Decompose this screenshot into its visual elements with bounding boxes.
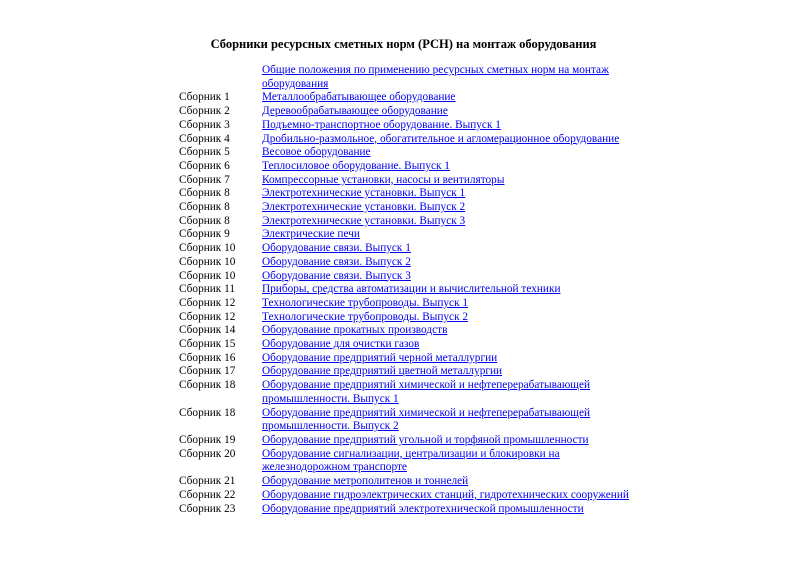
collection-link-text: Оборудование связи. Выпуск 2 (262, 255, 411, 268)
collection-link[interactable] (262, 64, 639, 91)
list-item (179, 187, 639, 201)
list-item (179, 174, 639, 188)
collection-number: Сборник 23 (179, 502, 236, 515)
collection-link-text: Общие положения по применению ресурсных сметных норм на монтаж (262, 64, 609, 76)
list-item (179, 215, 639, 229)
list-item (179, 489, 639, 503)
list-item (179, 133, 639, 147)
collection-number: Сборник 7 (179, 173, 230, 186)
collection-link-text: Оборудование для очистки газов (262, 338, 420, 351)
collection-link-text: оборудования (262, 77, 329, 90)
collection-number: Сборник 8 (179, 214, 230, 227)
collection-link[interactable] (262, 174, 639, 188)
collection-link-text: Оборудование предприятий черной металлургии (262, 351, 498, 364)
collection-link[interactable] (262, 283, 639, 297)
collection-number: Сборник 17 (179, 365, 236, 378)
collection-link-text: Теплосиловое оборудование. Выпуск 1 (262, 159, 450, 172)
collection-link-text: Оборудование предприятий электротехнической промышленности (262, 502, 584, 515)
collection-link-text: Оборудование предприятий угольной и торфяной промышленности (262, 433, 589, 446)
collection-link[interactable] (262, 503, 639, 517)
list-item (179, 297, 639, 311)
collection-number: Сборник 22 (179, 488, 236, 501)
collection-link-text: Деревообрабатывающее оборудование (262, 105, 448, 118)
collection-link[interactable] (262, 187, 639, 201)
collection-number: Сборник 12 (179, 310, 236, 323)
collection-link[interactable] (262, 407, 639, 434)
list-item (179, 160, 639, 174)
collection-number: Сборник 8 (179, 201, 230, 214)
collection-number: Сборник 16 (179, 351, 236, 364)
collection-link[interactable] (262, 133, 639, 147)
collection-link-text: Приборы, средства автоматизации и вычислительной техники (262, 283, 561, 296)
collection-link-text: Оборудование предприятий цветной металлургии (262, 365, 503, 378)
collection-link[interactable] (262, 352, 639, 366)
collection-link-text: Электротехнические установки. Выпуск 1 (262, 187, 466, 200)
list-item (179, 365, 639, 379)
list-item (179, 379, 639, 406)
collection-link-text: Оборудование метрополитенов и тоннелей (262, 475, 469, 488)
list-item (179, 91, 639, 105)
collection-number: Сборник 10 (179, 242, 236, 255)
collection-link[interactable] (262, 365, 639, 379)
collection-link-text: железнодорожном транспорте (262, 461, 407, 474)
list-item (179, 434, 639, 448)
collection-number: Сборник 18 (179, 406, 236, 419)
collection-link-text: Оборудование связи. Выпуск 3 (262, 269, 411, 282)
collection-link[interactable] (262, 338, 639, 352)
list-item (179, 256, 639, 270)
list-item (179, 242, 639, 256)
collection-number: Сборник 1 (179, 91, 230, 104)
list-item (179, 407, 639, 434)
collection-number: Сборник 11 (179, 283, 235, 296)
collection-number: Сборник 15 (179, 338, 236, 351)
collection-number: Сборник 3 (179, 118, 230, 131)
collection-link[interactable] (262, 270, 639, 284)
list-item (179, 64, 639, 91)
collection-number: Сборник 4 (179, 132, 230, 145)
collection-link[interactable] (262, 489, 639, 503)
collection-link[interactable] (262, 160, 639, 174)
collection-link-text: Дробильно-размольное, обогатительное и агломерационное оборудование (262, 132, 620, 145)
collection-link-text: Оборудование сигнализации, централизации и блокировки на (262, 447, 560, 460)
collection-number: Сборник 5 (179, 146, 230, 159)
list-item (179, 475, 639, 489)
collection-link[interactable] (262, 448, 639, 475)
collection-link[interactable] (262, 297, 639, 311)
collection-link-text: Подъемно-транспортное оборудование. Выпуск 1 (262, 118, 501, 131)
collection-link-text: Электротехнические установки. Выпуск 3 (262, 214, 466, 227)
collection-link[interactable] (262, 228, 639, 242)
collection-number (179, 64, 262, 91)
collection-link[interactable] (262, 311, 639, 325)
collection-link[interactable] (262, 105, 639, 119)
collection-link[interactable] (262, 475, 639, 489)
collection-link-text: Электротехнические установки. Выпуск 2 (262, 201, 466, 214)
collection-link[interactable] (262, 324, 639, 338)
collection-link[interactable] (262, 201, 639, 215)
collection-link-text: Технологические трубопроводы. Выпуск 2 (262, 310, 469, 323)
list-item (179, 324, 639, 338)
list-item (179, 228, 639, 242)
collection-number: Сборник 9 (179, 228, 230, 241)
list-item (179, 201, 639, 215)
collection-number: Сборник 8 (179, 187, 230, 200)
list-item (179, 448, 639, 475)
collection-link-text: Технологические трубопроводы. Выпуск 1 (262, 296, 469, 309)
collection-link-text: Оборудование гидроэлектрических станций, гидротехнических сооружений (262, 488, 629, 501)
collection-number: Сборник 21 (179, 475, 236, 488)
list-item (179, 270, 639, 284)
collection-link[interactable] (262, 242, 639, 256)
collection-number: Сборник 10 (179, 269, 236, 282)
collection-link-text: Оборудование предприятий химической и нефтеперерабатывающей (262, 379, 591, 392)
collection-link[interactable] (262, 434, 639, 448)
list-item (179, 105, 639, 119)
collection-link[interactable] (262, 146, 639, 160)
collection-link-text: промышленности. Выпуск 2 (262, 420, 399, 433)
collection-link-text: Оборудование прокатных производств (262, 324, 448, 337)
collection-number: Сборник 18 (179, 379, 236, 392)
page-title: Сборники ресурсных сметных норм (РСН) на монтаж оборудования (210, 37, 597, 51)
collection-link[interactable] (262, 215, 639, 229)
list-item (179, 146, 639, 160)
collection-link-text: Электрические печи (262, 228, 360, 241)
collection-number: Сборник 20 (179, 447, 236, 460)
collection-link-text: Металлообрабатывающее оборудование (262, 91, 456, 104)
collection-number: Сборник 12 (179, 296, 236, 309)
collection-link[interactable] (262, 256, 639, 270)
collection-number: Сборник 19 (179, 433, 236, 446)
list-item (179, 352, 639, 366)
list-item (179, 283, 639, 297)
collection-link-text: Весовое оборудование (262, 146, 371, 159)
collection-number: Сборник 6 (179, 159, 230, 172)
collection-link-text: промышленности. Выпуск 1 (262, 392, 399, 405)
collection-link[interactable] (262, 379, 639, 406)
collection-link[interactable] (262, 91, 639, 105)
collection-link-text: Оборудование связи. Выпуск 1 (262, 242, 411, 255)
collection-number: Сборник 2 (179, 105, 230, 118)
list-item (179, 311, 639, 325)
list-item (179, 503, 639, 517)
collection-link-text: Компрессорные установки, насосы и вентиляторы (262, 173, 505, 186)
collection-link-text: Оборудование предприятий химической и нефтеперерабатывающей (262, 406, 591, 419)
list-item (179, 338, 639, 352)
collection-list (179, 64, 639, 516)
collection-number: Сборник 14 (179, 324, 236, 337)
list-item (179, 119, 639, 133)
collection-number: Сборник 10 (179, 255, 236, 268)
collection-link[interactable] (262, 119, 639, 133)
